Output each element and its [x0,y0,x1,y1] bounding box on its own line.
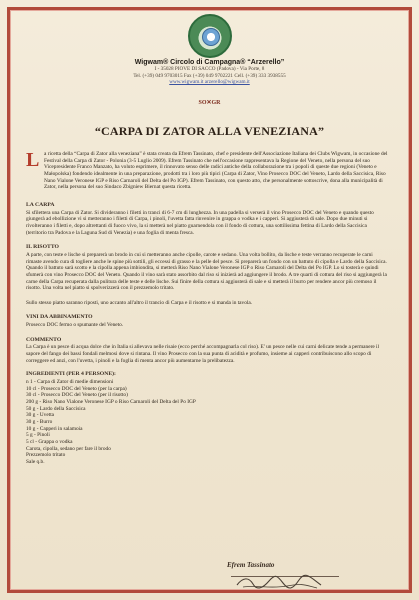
intro-text: a ricetta della “Carpa di Zator alla veneziana” è stata creata da Efrem Tassinato, chef e presidente dell'Associazione Italiana dei Clubs Wigwam, in occasione del Festival della Carpa di Zator - Polonia (3-5 Luglio 2009). Efrem Tassinato che nell'occasione rappresentava la Regione del Veneto, nella persona del suo Vicepresidente Franco Manzato, ha voluto esprimere, il rinnovato senso delle radici antiche della collaborazione tra i popoli di queste due regioni (Veneto e Małopolska) fondendo idealmente in una preparazione, prodotti tra i loro più tipici (Carpa di Zator, Vino Prosecco DOC del Veneto, Lardo della Saccisica, Riso Nano Vialone Veronese IGP e Riso Carnaroli del Delta del Po IGP). Efrem Tassinato, con questo atto, che personalmente sottoscrive, dona alla municipalità di Zator, nella persona del suo Sindaco Zbigniew Biernat questa ricetta. [44,151,388,191]
website-email[interactable]: www.wigwam.it arzerello@wigwam.it [169,79,250,86]
section-heading: IL RISOTTO [26,244,59,251]
ingredient-item: 50 g - Lardo della Saccisica [26,405,86,412]
ingredient-item: 5 cl - Grappa o vodka [26,438,73,445]
ingredient-item: 30 g - Burro [26,419,53,425]
section-text: Si sfilettera una Carpa di Zator. Si divideranno i filetti in tranci di 6-7 cm di lunghezza. In una padella si verserà il vino Prosecco DOC del Veneto e quando questo giungerà ad ebollizione vi si metteranno i filetti di Carpa, i pinoli, l'uvetta fatta rinvenire in grappa o vodka e i capperi. Si aggiusterà di sale. Dopo due minuti si rivolteranno i filetti e, dopo altrettanti di fuoco vivo, la si metterà nel piatto guarnendola con il fondo di cottura, una sottilissima fettina di Lardo della Saccisica (territorio tra Padova e la Laguna Sud di Venezia) e una foglia di menta fresca. [26,209,374,236]
section-text: La Carpa è un pesce di acqua dolce che in Italia si allevava nelle risaie (ecco perché accompagnarla col riso). E' un pesce nelle cui carni delicate tende a permanere il sapore del fango dei bassi fondali melmosi dove si rintana. Il vino Prosecco con la sua punta di acidità e profumo, insieme ai capperi contribuiscono allo scopo di correggere ed anzi, con l'uvetta, i pinoli e la foglia di menta ancor più aumentarne la prelibatezza. [26,344,380,364]
ingredient-item: 200 g - Riso Nano Vialone Veronese IGP o Riso Carnaroli del Delta del Po IGP [26,399,196,406]
ingredients-heading: INGREDIENTI (PER 4 PERSONE): [26,371,116,378]
section-wine [26,314,388,328]
ingredient-item: Sale q.b. [26,458,45,465]
signature-name: Efrem Tassinato [227,561,275,569]
section-text: Prosecco DOC fermo o spumante del Veneto. [26,322,124,329]
organization-name: Wigwam® Circolo di Campagna® “Arzerello” [134,59,285,66]
ingredient-item: Carota, cipolla, sedano per fare il brodo [26,445,111,452]
globe-icon [202,28,220,46]
ingredient-item: Prezzemolo tritato [26,452,66,459]
address: I - 35028 PIOVE DI SACCO (Padova) - Via Porte, 8 [154,66,265,73]
dropcap: L [26,149,40,171]
ingredient-item: n 1 - Carpa di Zator di medie dimensioni [26,379,114,386]
letterhead-text [0,60,419,86]
handwritten-signature-icon [235,573,325,591]
section-heading: COMMENTO [26,336,62,343]
serving-note [26,300,388,307]
decorative-mark: SO✕GR [198,100,221,106]
ingredients-section [26,371,388,465]
wigwam-logo [188,14,232,58]
intro-paragraph [26,151,388,191]
section-heading: VINI DA ABBINAMENTO [26,314,93,321]
section-text: Sullo stesso piatto saranno riposti, uno accanto all'altro il trancio di Carpa e il risotto e si manda in tavola. [26,299,253,306]
ingredient-item: 30 g - Uvetta [26,412,55,419]
section-comment [26,337,388,365]
section-risotto [26,244,388,292]
section-carpa [26,202,388,236]
ingredient-item: 30 cl - Prosecco DOC del Veneto (per il risotto) [26,392,128,399]
contacts: Tel. (+39) 049 9703015 Fax (+39) 049 9702221 Cell. (+39) 333 3938555 [133,72,286,79]
ingredient-item: 10 cl - Prosecco DOC del Veneto (per la carpa) [26,385,127,392]
recipe-title: “CARPA DI ZATOR ALLA VENEZIANA” [94,124,325,138]
ingredient-item: 10 g - Capperi in salamoia [26,425,83,432]
ingredient-item: 5 g - Pinoli [26,432,50,439]
section-heading: LA CARPA [26,201,55,208]
section-text: A parte, con teste e lische si preparerà un brodo in cui si metteranno anche cipolle, carote e sedano. Una volta bollito, da lische e teste verranno recuperate le carni rimaste avendo cura di togliere anche le spine più sottili, gli eccessi di grasso e la pelle del pesce. Si preparerà un fondo con un battuto di cipolla e Lardo della Saccisica. Quando il battuto sarà scotto e la cipolla appena imbiondita, si metterà Riso Nano Vialone Veronese IGP o Riso Carnaroli del Delta del Po IGP. Lo si tosterà e quindi sfumerà con vino Prosecco DOC del Veneto. Quando il vino sarà stato assorbito dal riso si inizierà ad aggiungere il brodo. A tre quarti di cottura del riso si aggiungerà la carne della Carpa recuperata dalla pulitura delle teste e delle lische. Sui finire della cottura si aggiusterà di sale e si metterà il burro per rendere ancor più cremoso il risotto. Una volta nel piatto si spolverizzerà con il prezzemolo tritato. [26,251,387,292]
recipe-content [26,151,388,466]
